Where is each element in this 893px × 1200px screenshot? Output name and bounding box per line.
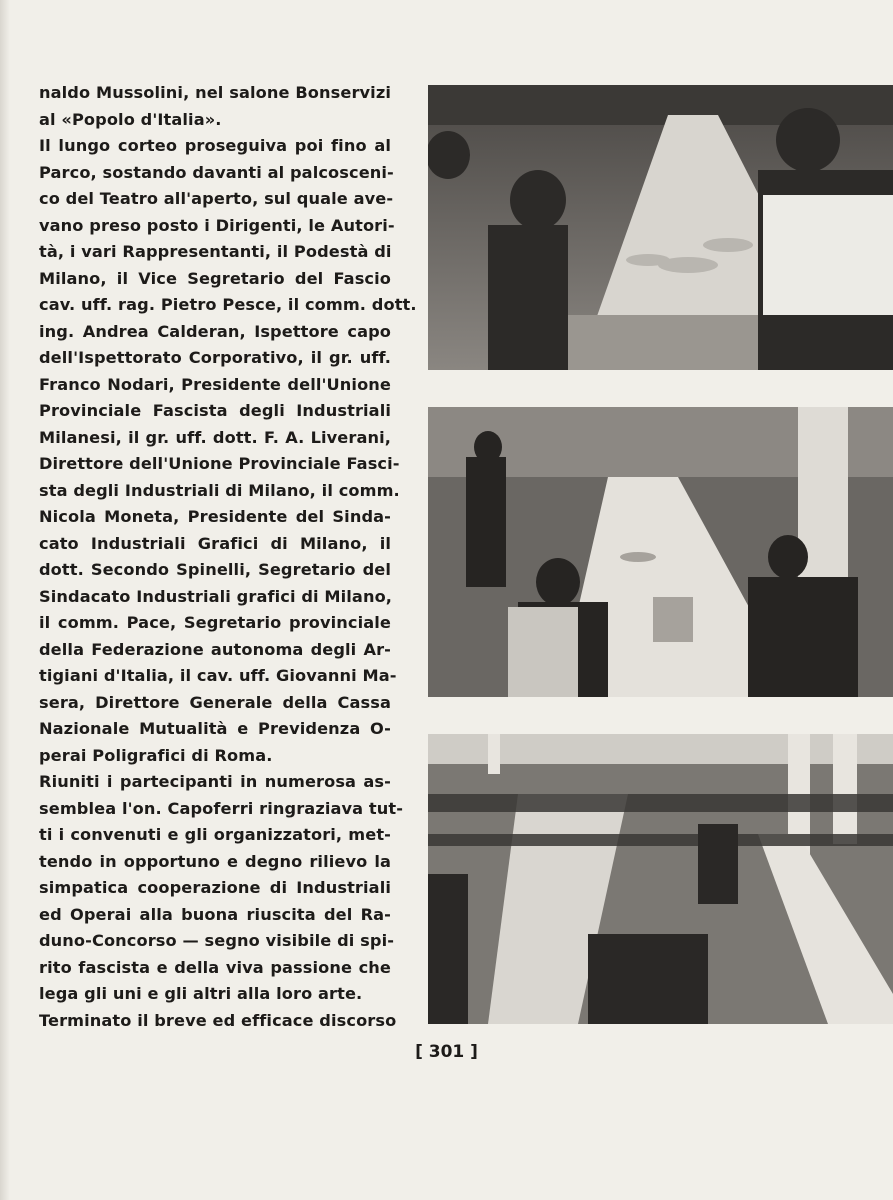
text-line: vano preso posto i Dirigenti, le Autori- [39,215,395,235]
text-line: Franco Nodari, Presidente dell'Unione [39,374,391,394]
text-line: Milanesi, il gr. uff. dott. F. A. Liverani, [39,427,391,447]
photo-banquet-closeup [428,85,893,370]
text-line: perai Poligrafici di Roma. [39,745,273,765]
text-line: ed Operai alla buona riuscita del Ra- [39,904,391,924]
text-line: dott. Secondo Spinelli, Segretario del [39,560,391,579]
text-line: Riuniti i partecipanti in numerosa as- [39,772,391,791]
text-line: sta degli Industriali di Milano, il comm. [39,480,400,500]
page-edge [0,0,10,1200]
text-line: ing. Andrea Calderan, Ispettore capo [39,321,391,341]
text-line: tigiani d'Italia, il cav. uff. Giovanni Ma- [39,666,397,685]
text-line: il comm. Pace, Segretario provinciale [39,613,391,632]
text-line: simpatica cooperazione di Industriali [39,878,391,897]
text-line: lega gli uni e gli altri alla loro arte. [39,984,363,1003]
text-line: co del Teatro all'aperto, sul quale ave- [39,189,394,208]
text-line: sera, Direttore Generale della Cassa [39,692,391,712]
text-line: Nazionale Mutualità e Previdenza O- [39,719,391,738]
text-line: Il lungo corteo proseguiva poi fino al [39,136,391,155]
text-line: cav. uff. rag. Pietro Pesce, il comm. dott. [39,295,417,314]
text-line: tendo in opportuno e degno rilievo la [39,851,391,871]
text-line: tà, i vari Rappresentanti, il Podestà di [39,242,392,261]
text-line: Terminato il breve ed efficace discorso [39,1010,397,1030]
text-line: Sindacato Industriali grafici di Milano, [39,586,393,606]
text-line: cato Industriali Grafici di Milano, il [39,533,391,553]
text-line: della Federazione autonoma degli Ar- [39,639,391,659]
photo-banquet-hall-overview-image [428,734,893,1024]
text-line: ti i convenuti e gli organizzatori, met- [39,825,391,844]
text-line: Parco, sostando davanti al palcosceni- [39,162,394,182]
text-line: Direttore dell'Unione Provinciale Fasci- [39,454,400,473]
page-number: [ 301 ] [415,1042,478,1062]
text-line: Milano, il Vice Segretario del Fascio [39,268,391,288]
text-line: al «Popolo d'Italia». [39,109,222,129]
photo-banquet-closeup-image [428,85,893,370]
text-line: dell'Ispettorato Corporativo, il gr. uff. [39,348,391,367]
photo-banquet-long-table-image [428,407,893,697]
text-line: naldo Mussolini, nel salone Bonservizi [39,83,391,102]
photo-banquet-long-table [428,407,893,697]
text-line: Nicola Moneta, Presidente del Sinda- [39,507,391,526]
photo-banquet-hall-overview [428,734,893,1024]
text-line: rito fascista e della viva passione che [39,957,391,977]
text-line: duno-Concorso — segno visibile di spi- [39,931,395,950]
text-line: Provinciale Fascista degli Industriali [39,401,391,420]
body-text-column [39,80,417,1034]
text-line: semblea l'on. Capoferri ringraziava tut- [39,798,404,818]
